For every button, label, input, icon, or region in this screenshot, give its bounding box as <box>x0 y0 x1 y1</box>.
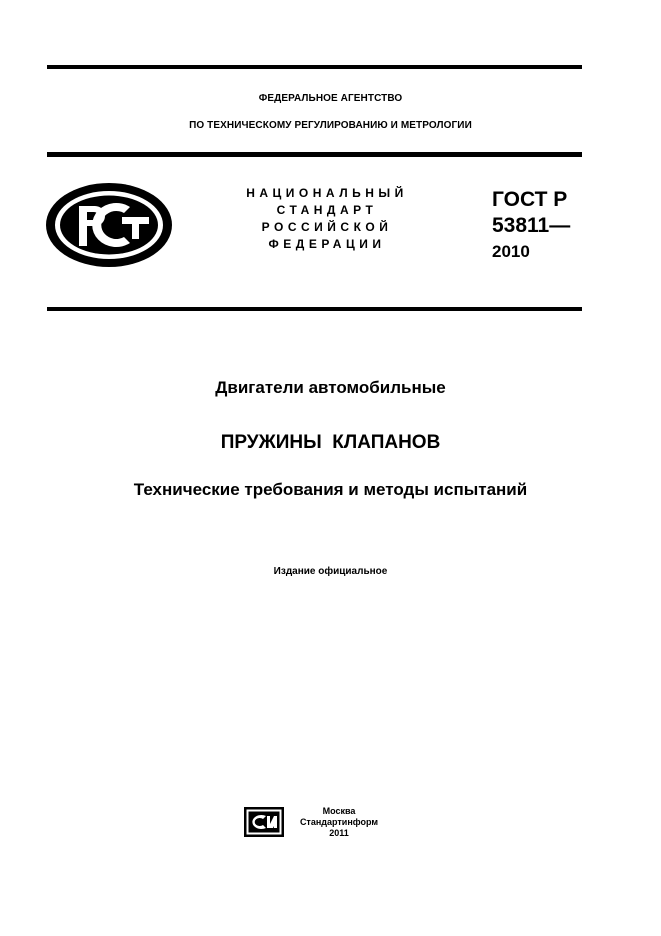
document-subtitle: Технические требования и методы испытаний <box>133 480 528 499</box>
document-subject: Двигатели автомобильные <box>215 378 446 397</box>
publisher-year: 2011 <box>329 828 349 838</box>
national-line-1: НАЦИОНАЛЬНЫЙ <box>246 186 408 200</box>
rst-logo-icon <box>44 181 174 269</box>
national-line-2: СТАНДАРТ <box>276 203 378 217</box>
divider-rule <box>47 307 582 311</box>
standartinform-logo-icon <box>244 807 284 837</box>
document-title: ПРУЖИНЫ КЛАПАНОВ <box>220 432 441 453</box>
publisher-info <box>293 806 385 839</box>
publisher-city: Москва <box>322 806 356 816</box>
top-rule <box>47 65 582 69</box>
header-rule <box>47 152 582 157</box>
national-line-4: ФЕДЕРАЦИИ <box>268 237 386 251</box>
designation-line-1: ГОСТ Р <box>492 188 568 211</box>
agency-line-2: ПО ТЕХНИЧЕСКОМУ РЕГУЛИРОВАНИЮ И МЕТРОЛОГИИ <box>189 120 472 131</box>
national-line-3: РОССИЙСКОЙ <box>261 220 393 234</box>
standard-designation <box>492 187 570 265</box>
edition-label: Издание официальное <box>273 566 388 577</box>
designation-year: 2010 <box>492 242 530 261</box>
designation-line-2: 53811— <box>492 214 571 237</box>
agency-line-1: ФЕДЕРАЛЬНОЕ АГЕНТСТВО <box>258 93 403 104</box>
publisher-name: Стандартинформ <box>299 817 379 827</box>
national-standard-heading <box>222 185 432 253</box>
